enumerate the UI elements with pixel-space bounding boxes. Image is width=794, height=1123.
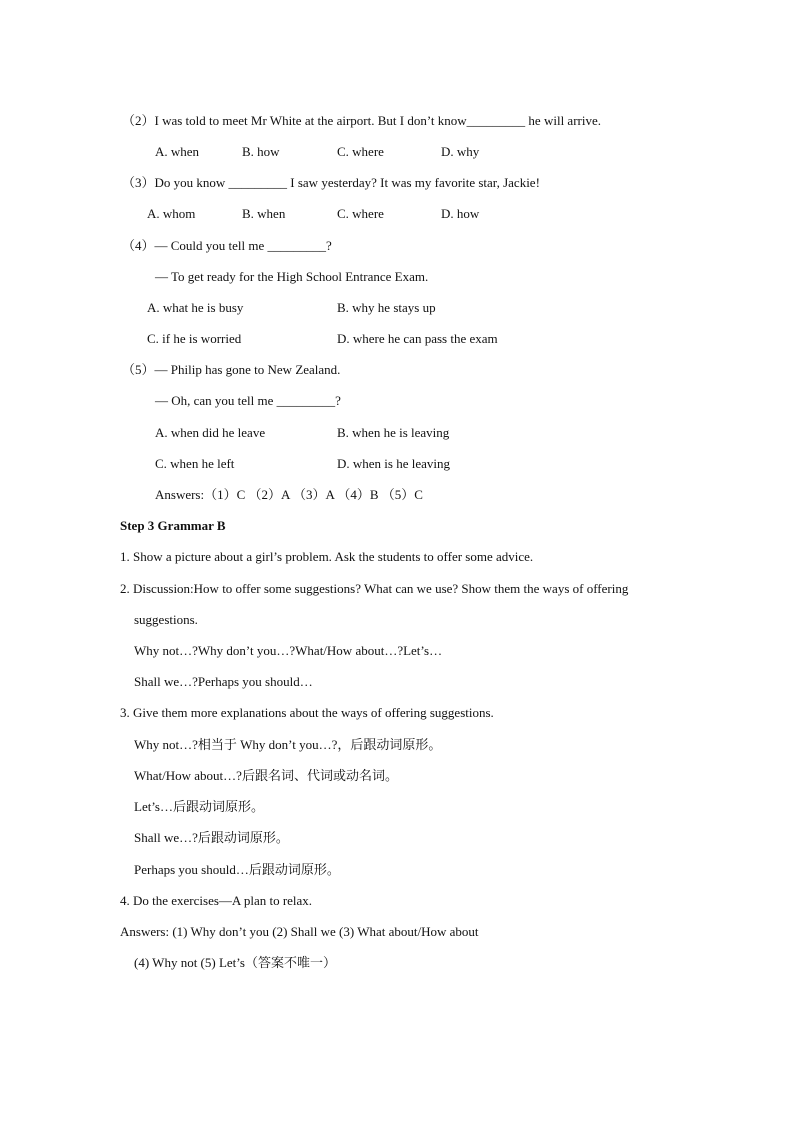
q5-option-d: D. when is he leaving (337, 456, 451, 471)
answers-line-3: (4) Why not (5) Let’s（答案不唯一） (134, 955, 336, 970)
suggestion-phrases-1: Why not…?Why don’t you…?What/How about…?Let’s… (134, 643, 443, 658)
item-1: 1. Show a picture about a girl’s problem. Ask the students to offer some advice. (120, 549, 534, 564)
question-4-reply: — To get ready for the High School Entrance Exam. (155, 269, 429, 284)
q5-option-c: C. when he left (155, 456, 235, 471)
item-4: 4. Do the exercises—A plan to relax. (120, 893, 313, 908)
explanation-shall-we: Shall we…?后跟动词原形。 (134, 830, 289, 845)
q5-option-a: A. when did he leave (155, 425, 266, 440)
q2-option-a: A. when (155, 144, 200, 159)
q3-option-d: D. how (441, 206, 480, 221)
q2-option-b: B. how (242, 144, 280, 159)
q4-option-c: C. if he is worried (147, 331, 242, 346)
q2-option-d: D. why (441, 144, 480, 159)
q3-option-c: C. where (337, 206, 384, 221)
q4-option-a: A. what he is busy (147, 300, 244, 315)
answers-line-2: Answers: (1) Why don’t you (2) Shall we (3) What about/How about (120, 924, 479, 939)
explanation-what-about: What/How about…?后跟名词、代词或动名词。 (134, 768, 398, 783)
q4-option-b: B. why he stays up (337, 300, 436, 315)
explanation-perhaps: Perhaps you should…后跟动词原形。 (134, 862, 340, 877)
answers-line-1: Answers:（1）C （2）A （3）A （4）B （5）C (155, 487, 423, 502)
q3-option-a: A. whom (147, 206, 196, 221)
item-2-continuation: suggestions. (134, 612, 198, 627)
q3-option-b: B. when (242, 206, 286, 221)
question-3-stem: （3）Do you know _________ I saw yesterday? It was my favorite star, Jackie! (122, 175, 540, 190)
q2-option-c: C. where (337, 144, 384, 159)
q5-option-b: B. when he is leaving (337, 425, 450, 440)
question-2-stem: （2）I was told to meet Mr White at the airport. But I don’t know_________ he will arrive. (122, 113, 601, 128)
question-5-stem: （5）— Philip has gone to New Zealand. (122, 362, 341, 377)
step-3-heading: Step 3 Grammar B (120, 518, 226, 533)
suggestion-phrases-2: Shall we…?Perhaps you should… (134, 674, 313, 689)
item-3: 3. Give them more explanations about the ways of offering suggestions. (120, 705, 494, 720)
question-4-stem: （4）— Could you tell me _________? (122, 238, 332, 253)
explanation-why-not: Why not…?相当于 Why don’t you…?，后跟动词原形。 (134, 737, 442, 752)
explanation-lets: Let’s…后跟动词原形。 (134, 799, 264, 814)
item-2: 2. Discussion:How to offer some suggestions? What can we use? Show them the ways of offering (120, 581, 629, 596)
question-5-reply: — Oh, can you tell me _________? (155, 393, 341, 408)
q4-option-d: D. where he can pass the exam (337, 331, 498, 346)
